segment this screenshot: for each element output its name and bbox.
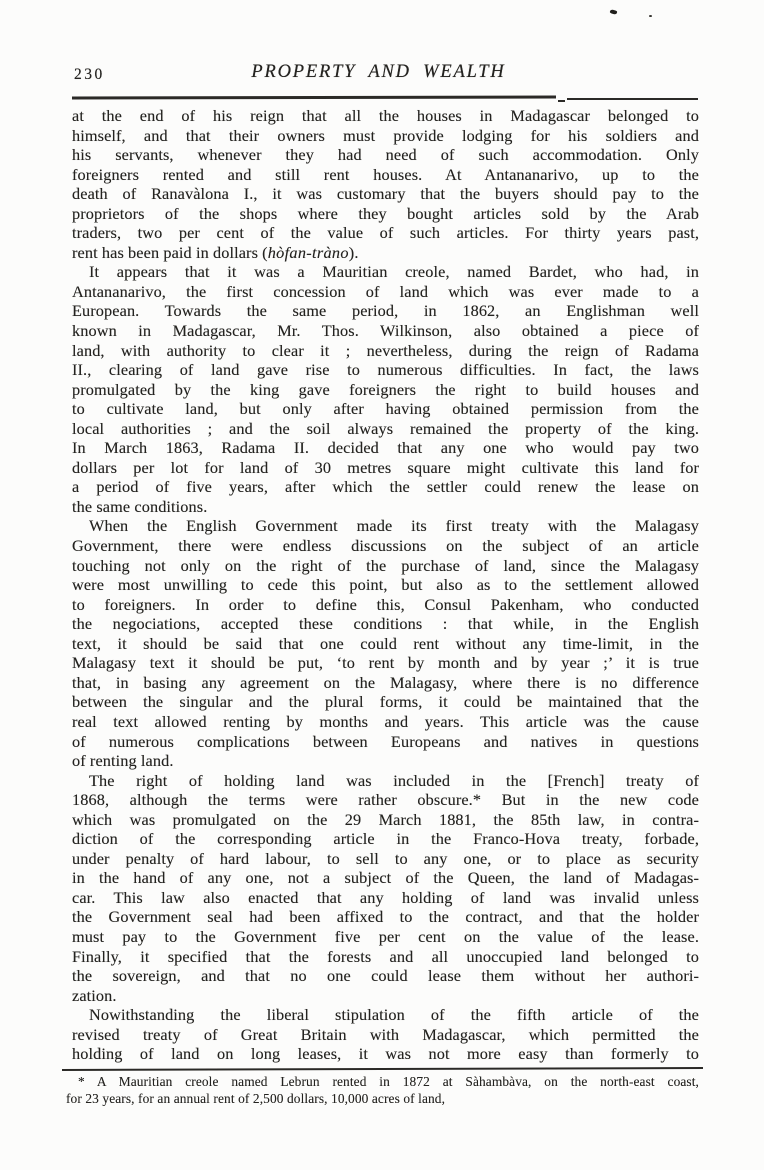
paragraph — [72, 262, 699, 516]
scan-speck — [649, 15, 652, 17]
text-line: his servants, whenever they had need of such accommodation. Only — [72, 145, 699, 165]
text-line: which was promulgated on the 29 March 1881, the 85th law, in contra- — [72, 809, 699, 829]
text-line: When the English Government made its first treaty with the Malagasy — [89, 516, 699, 536]
running-head-title: PROPERTY AND WEALTH — [251, 62, 506, 82]
text-line: the Government seal had been affixed to the contract, and that the holder — [72, 907, 699, 927]
scan-speck — [610, 9, 618, 15]
text-line: Nowithstanding the liberal stipulation of the fifth article of the — [89, 1005, 699, 1025]
header-rule-right — [567, 98, 698, 100]
text-line: must pay to the Government five per cent on the value of the lease. — [72, 926, 699, 946]
text-line: known in Madagascar, Mr. Thos. Wilkinson, also obtained a piece of — [72, 321, 699, 341]
text-line: promulgated by the king gave foreigners the right to build houses and — [72, 379, 699, 399]
text-line: the negociations, accepted these conditions : that while, in the English — [72, 614, 699, 634]
footnote-text — [66, 1074, 699, 1108]
text-line: that, in basing any agreement on the Malagasy, where there is no difference — [72, 672, 699, 692]
text-line: * A Mauritian creole named Lebrun rented in 1872 at Sàhambàva, on the north-east coast, — [78, 1074, 699, 1089]
text-line: text, it should be said that one could rent without any time-limit, in the — [72, 633, 699, 653]
text-line: zation. — [72, 985, 117, 1005]
paragraph — [72, 516, 699, 770]
text-line: local authorities ; and the soil always remained the property of the king. — [72, 418, 699, 438]
text-line: traders, two per cent of the value of such articles. For thirty years past, — [72, 223, 699, 243]
paragraph — [72, 1005, 699, 1064]
text-segment: ). — [348, 242, 359, 262]
paragraph — [72, 106, 699, 262]
text-line: In March 1863, Radama II. decided that any one who would pay two — [72, 438, 699, 458]
text-line: Antananarivo, the first concession of land which was ever made to a — [72, 281, 699, 301]
page-number: 230 — [74, 66, 105, 83]
text-line: The right of holding land was included in the [French] treaty of — [89, 770, 699, 790]
text-line: a period of five years, after which the settler could renew the lease on — [72, 477, 699, 497]
text-line: land, with authority to clear it ; nevertheless, during the reign of Radama — [72, 340, 699, 360]
text-line: diction of the corresponding article in the Franco-Hova treaty, forbade, — [72, 829, 699, 849]
text-line: real text allowed renting by months and years. This article was the cause — [72, 711, 699, 731]
text-line: to cultivate land, but only after having obtained permission from the — [72, 399, 699, 419]
text-line: proprietors of the shops where they bought articles sold by the Arab — [72, 203, 699, 223]
text-line: European. Towards the same period, in 1862, an Englishman well — [72, 301, 699, 321]
text-line: death of Ranavàlona I., it was customary that the buyers should pay to the — [72, 184, 699, 204]
text-line — [72, 243, 699, 263]
header-rule-dot — [558, 100, 565, 102]
body-text — [72, 106, 699, 1064]
text-line: to foreigners. In order to define this, Consul Pakenham, who conducted — [72, 594, 699, 614]
text-line: of renting land. — [72, 751, 174, 771]
text-line: were most unwilling to cede this point, but also as to the settlement allowed — [72, 575, 699, 595]
text-line: 1868, although the terms were rather obscure.* But in the new code — [72, 790, 699, 810]
text-line: in the hand of any one, not a subject of the Queen, the land of Madagas- — [72, 868, 699, 888]
text-line: Finally, it specified that the forests and all unoccupied land belonged to — [72, 946, 699, 966]
text-segment: rent has been paid in dollars ( — [72, 242, 268, 262]
text-line: Government, there were endless discussions on the subject of an article — [72, 536, 699, 556]
text-line: for 23 years, for an annual rent of 2,500 dollars, 10,000 acres of land, — [66, 1090, 446, 1106]
text-line: car. This law also enacted that any holding of land was invalid unless — [72, 887, 699, 907]
italic-term: hòfan-tràno — [267, 242, 349, 262]
text-line: between the singular and the plural forms, it could be maintained that the — [72, 692, 699, 712]
text-line: foreigners rented and still rent houses. At Antananarivo, up to the — [72, 164, 699, 184]
text-line: II., clearing of land gave rise to numerous difficulties. In fact, the laws — [72, 360, 699, 380]
page-header — [72, 60, 699, 92]
text-line: dollars per lot for land of 30 metres square might cultivate this land for — [72, 457, 699, 477]
text-line: Malagasy text it should be put, ‘to rent by month and by year ;’ it is true — [72, 653, 699, 673]
header-rule-left — [72, 95, 556, 99]
text-line: the same conditions. — [72, 496, 208, 516]
paragraph — [66, 1074, 699, 1108]
footnote-rule — [62, 1067, 703, 1071]
text-line: It appears that it was a Mauritian creole, named Bardet, who had, in — [89, 262, 699, 282]
text-line: touching not only on the right of the purchase of land, since the Malagasy — [72, 555, 699, 575]
text-line: revised treaty of Great Britain with Madagascar, which permitted the — [72, 1024, 699, 1044]
text-line: at the end of his reign that all the houses in Madagascar belonged to — [72, 106, 699, 125]
text-line: holding of land on long leases, it was not more easy than formerly to — [72, 1044, 699, 1064]
text-line: himself, and that their owners must provide lodging for his soldiers and — [72, 125, 699, 145]
text-line: the sovereign, and that no one could lease them without her authori- — [72, 966, 699, 986]
paragraph — [72, 771, 699, 1006]
text-line: of numerous complications between Europeans and natives in questions — [72, 731, 699, 751]
text-line: under penalty of hard labour, to sell to any one, or to place as security — [72, 848, 699, 868]
